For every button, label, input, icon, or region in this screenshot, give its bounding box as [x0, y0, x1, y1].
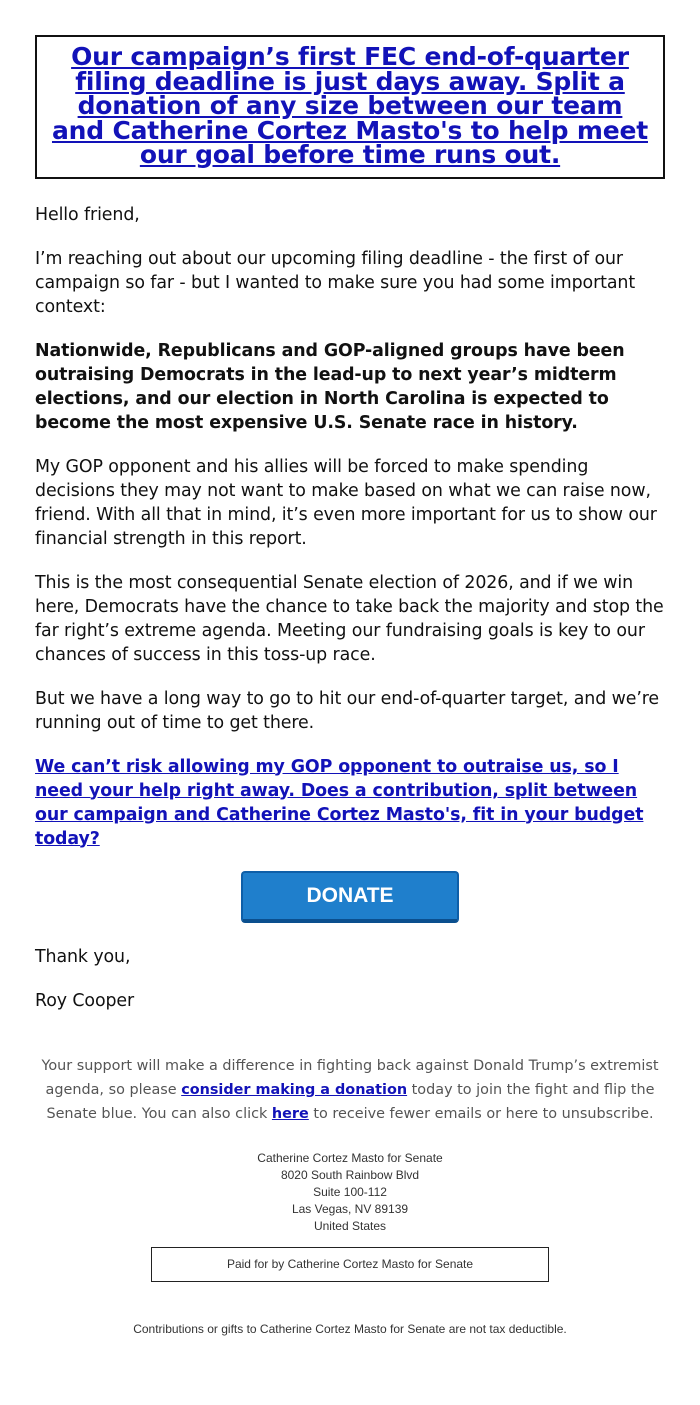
email-body	[35, 35, 665, 1033]
greeting: Hello friend,	[35, 204, 140, 225]
donate-row	[35, 871, 665, 923]
signature: Roy Cooper	[35, 990, 135, 1011]
paragraph-target: But we have a long way to go to hit our end-of-quarter target, and we’re running out of time to get there.	[35, 688, 660, 733]
paragraph-consequential: This is the most consequential Senate election of 2026, and if we win here, Democrats have the chance to take back the majority and stop the far right’s extreme agenda. Meeting our fundraising goals is key to our chances of success in this toss-up race.	[35, 572, 664, 665]
address-line: United States	[313, 1219, 387, 1233]
headline-box	[35, 35, 665, 179]
footer-text-3: to receive fewer emails or here to unsubscribe.	[308, 1106, 654, 1122]
address-line: Suite 100-112	[313, 1185, 387, 1199]
address-line: Catherine Cortez Masto for Senate	[257, 1151, 443, 1165]
donation-link[interactable]: consider making a donation	[181, 1082, 408, 1098]
paid-for-box: Paid for by Catherine Cortez Masto for Senate	[151, 1247, 549, 1282]
address-line: 8020 South Rainbow Blvd	[280, 1168, 420, 1182]
fewer-emails-link[interactable]: here	[271, 1106, 309, 1122]
footer-text-2: today to join the fight and flip the Senate blue. You can also click	[46, 1082, 655, 1122]
donate-button[interactable]: DONATE	[241, 871, 459, 923]
headline-link[interactable]: Our campaign’s first FEC end-of-quarter filing deadline is just days away. Split a donation of any size between our team and Catherine Cortez Masto's to help meet our goal before time runs out.	[51, 42, 648, 169]
address-line: Las Vegas, NV 89139	[291, 1202, 409, 1216]
footer-note	[35, 1054, 665, 1126]
message-body	[35, 203, 665, 1013]
cta-link[interactable]: We can’t risk allowing my GOP opponent to outraise us, so I need your help right away. Does a contribution, split between our campaign and Catherine Cortez Masto's, fit in your budget today?	[35, 756, 644, 849]
mailing-address	[0, 1150, 700, 1235]
signoff: Thank you,	[35, 946, 131, 967]
paragraph-bold: Nationwide, Republicans and GOP-aligned groups have been outraising Democrats in the lead-up to next year’s midterm elections, and our election in North Carolina is expected to become the most expensive U.S. Senate race in history.	[35, 340, 625, 433]
footer-text-1: Your support will make a difference in fighting back against Donald Trump’s extremist agenda, so please	[41, 1058, 659, 1098]
paragraph-opponent: My GOP opponent and his allies will be forced to make spending decisions they may not want to make based on what we can raise now, friend. With all that in mind, it’s even more important for us to show our financial strength in this report.	[35, 456, 657, 549]
cta-paragraph	[35, 755, 665, 851]
tax-disclaimer: Contributions or gifts to Catherine Cortez Masto for Senate are not tax deductible.	[133, 1322, 567, 1336]
paragraph-context: I’m reaching out about our upcoming filing deadline - the first of our campaign so far - but I wanted to make sure you had some important context:	[35, 248, 636, 317]
